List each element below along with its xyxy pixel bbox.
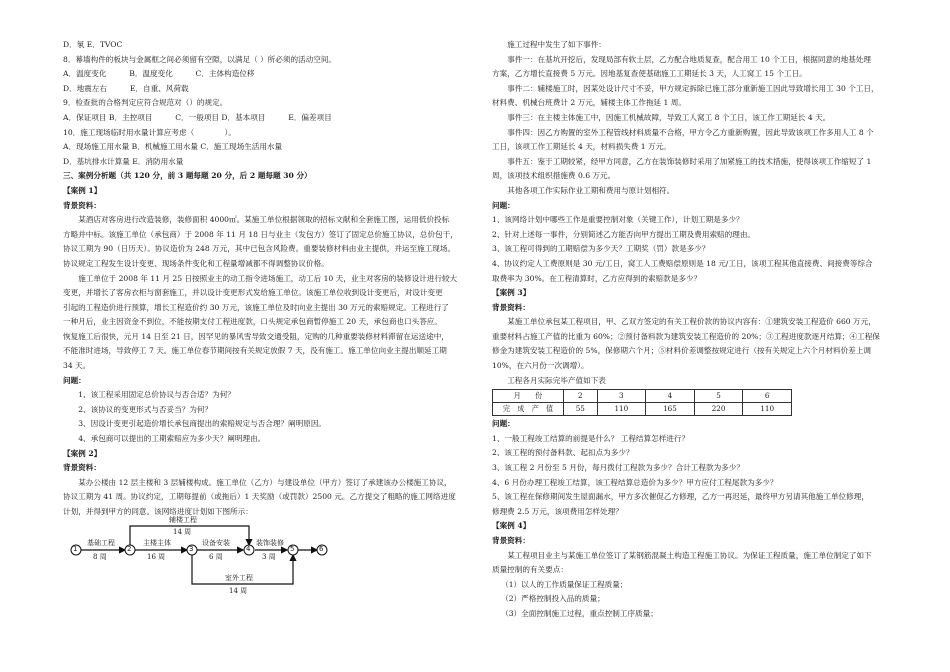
paragraph-line: 变更，并增长了客房衣柜与窗套施工，并以设计变更形式发给施工单位。该施工单位收到设计变更后，对设计变更	[63, 288, 443, 298]
question: 4、6 月份办理工程竣工结算，该工程结算总造价为多少？甲方应付工程尾款为多少？	[492, 477, 778, 487]
question: 3、该工程可得到的工期赔偿为多少天？工期奖（罚）款是多少？	[492, 244, 710, 254]
case-title: 【案例 2】	[63, 448, 102, 458]
paragraph-line: 引起的工程造价进行预算，增长工程造价约 30 万元，该施工单位及时向业主提出 30 万元的索赔规定。工程进行了	[63, 302, 449, 312]
table-header-cell: 5	[694, 390, 743, 403]
text-line: 9．检查批的合格判定应符合规范对（）的规定。	[63, 98, 228, 108]
paragraph-line: 某办公楼由 12 层主楼和 3 层辅楼构成。施工单位（乙方）与建设单位（甲方）签订了承建该办公楼施工协议，	[78, 477, 452, 487]
table-cell: 完 成 产 值	[493, 403, 564, 416]
activity-name: 设备安装	[202, 538, 230, 547]
question: 3、该工程 2 月份至 5 月份，每月拨付工程款为多少？合计工程款为多少？	[492, 463, 744, 473]
question: 2、针对上述每一事件，分别简述乙方能否向甲方提出工期及费用索赔的理由。	[492, 229, 756, 239]
case-2-events	[492, 38, 902, 286]
left-column	[63, 38, 463, 602]
paragraph-line: 某酒店对客房进行改造装修，装修面积 4000㎡。某施工单位根据领取的招标文献和全套施工图，运用低价投标	[78, 215, 450, 225]
question: 1、一般工程竣工结算的前提是什么？ 工程结算怎样进行？	[492, 433, 690, 443]
choice-questions	[63, 38, 463, 169]
table-header-cell: 月 份	[493, 390, 564, 403]
table-cell: 55	[564, 403, 598, 416]
background-label: 背景资料：	[492, 302, 530, 312]
paragraph-line: 工日，该项工作工期延长 4 天，材料损失费 1 万元。	[492, 142, 671, 152]
question: 4、承包商可以提出的工期索赔应为多少天？阐明理由。	[78, 434, 266, 444]
paragraph-line: 某工程项目业主与某施工单位签订了某钢筋混凝土构造工程施工协议。为保证工程质量，施工单位制定了如下	[507, 550, 872, 560]
question: 2、该工程的预付备料款、起扣点为多少？	[492, 448, 634, 458]
background-label: 背景资料：	[63, 463, 101, 473]
paragraph-line: 材料费、机械台班费计 2 万元，辅楼主体工作拖延 1 周。	[492, 98, 686, 108]
list-item: （2）严格控制投入品的质量；	[501, 594, 605, 604]
table-cell: 110	[597, 403, 646, 416]
question: 4、协议约定人工费原则是 30 元/工日，窝工人工费赔偿原则是 18 元/工日，该项工程其他直接费、间接费等综合	[492, 258, 873, 268]
node-label: 4	[246, 544, 251, 553]
paragraph-line: 协议工期为 41 周。协议约定，工期每提前（或拖后）1 天奖励（或罚款）2500 元。乙方提交了粗略的施工网络进度	[63, 492, 456, 502]
text-line: 10．施工现场临时用水量计算应考虑（ ）。	[63, 127, 236, 137]
case-1	[63, 184, 463, 447]
case-2	[63, 447, 463, 520]
node-label: 1	[73, 544, 78, 553]
question: 5、该工程在保修期间发生屋面漏水，甲方多次催促乙方修理，乙方一再迟延，最终甲方另请其他施工单位修理，	[492, 492, 869, 502]
table-cell: 220	[694, 403, 743, 416]
background-label: 背景资料：	[492, 536, 530, 545]
paragraph-line: 一种月后，业主因资金不到位，不能按期支付工程进度款，口头规定承包商暂停施工 20 天，承包商也口头答应。	[63, 317, 442, 327]
node-label: 2	[127, 544, 132, 553]
paragraph-line: 其他各项工作实际作业工期和费用与原计划相符。	[507, 185, 675, 195]
section-title: 三、案例分析题（共 120 分，前 3 题每题 20 分，后 2 题每题 30 分）	[63, 171, 312, 181]
questions-label: 问题：	[63, 375, 86, 385]
paragraph-line: 协议工期为 90（日历天）。协议造价为 248 万元，其中已包含风险费。重要装修材料由业主提供，并运至施工现场。	[63, 244, 456, 254]
paragraph-line: 事件五：鉴于工期较紧，经甲方同意，乙方在装饰装修时采用了加紧施工的技术措施，使得该项工作缩短了 1	[507, 156, 872, 166]
question: 1、该网络计划中哪些工作是重要控制对象（关键工作），计划工期是多少？	[492, 215, 744, 225]
question: 3、因设计变更引起造价增长承包商提出的索赔规定与否合理？阐明原因。	[78, 419, 327, 429]
text-line: D．地震左右 E．自重、风荷载	[63, 83, 189, 93]
case-title: 【案例 3】	[492, 288, 531, 298]
table-row	[493, 403, 792, 416]
activity-duration: 14 周	[229, 586, 248, 595]
table-header-cell: 2	[564, 390, 598, 403]
case-3	[492, 286, 902, 519]
paragraph-line: 修金为建筑安装工程造价的 5%，保修期六个月；⑤材料价差调整按规定进行（按有关规定上六个月材料价差上调	[492, 346, 871, 356]
table-cell: 165	[646, 403, 695, 416]
paragraph-line: 事件二：辅楼施工时，因某处设计尺寸不妥，甲方规定拆除已施工部分重新施工因此导致增长用工 30 个工日，	[507, 83, 879, 93]
paragraph-line: 质量控制的有关要点：	[492, 565, 568, 575]
text-line: 8．幕墙构件的板块与金属框之间必须留有空隙，以满足（ ）所必须的活动空间。	[63, 54, 337, 64]
paragraph-line: 恢复施工后很快，元月 14 日至 21 日，因罕见的暴风雪导致交通受阻，定购的几种重要装修材料滞留在运送途中，	[63, 331, 449, 341]
table-caption: 工程各月实际完毕产值如下表	[507, 375, 606, 385]
paragraph-line: 方略并中标。该施工单位（承包商）于 2008 年 11 月 18 日与业主（发包方）签订了固定总价施工协议，总价包干，	[63, 229, 458, 239]
activity-name: 基础工程	[87, 538, 115, 547]
text-line: A．现场施工用水量 B．机械施工用水量 C．施工现场生活用水量	[63, 142, 283, 152]
activity-duration: 16 周	[147, 552, 166, 561]
text-line: A．保证项目 B．主控项目 C．一般项目 D．基本项目 E．偏差项目	[63, 112, 332, 122]
text-line: D．基坑排水计算量 E．消防用水量	[63, 156, 184, 166]
intro-line: 施工过程中发生了如下事件：	[507, 40, 606, 49]
node-label: 5	[290, 544, 295, 553]
node-label: 6	[319, 544, 324, 553]
question: 2、该协议的变更形式与否妥当？为何？	[78, 404, 213, 414]
network-diagram	[69, 515, 329, 602]
table-cell: 110	[743, 403, 792, 416]
paragraph-line: 34 天。	[63, 361, 91, 371]
paragraph-line: 10%，在六月份一次调增）。	[492, 361, 589, 371]
paragraph-line: 施工单位于 2008 年 11 月 25 日按照业主的动工指令进场施工，动工后 10 天，业主对客房的装修设计进行较大	[78, 273, 458, 283]
activity-duration: 3 周	[262, 552, 276, 561]
background-label: 背景资料：	[63, 200, 101, 210]
questions-label: 问题：	[492, 200, 515, 210]
output-table	[492, 389, 792, 416]
paragraph-line: 方案，乙方增长直接费 5 万元。因地基复查使基础施工工期延长 3 天，人工窝工 15 个工日。	[492, 69, 807, 79]
activity-duration: 14 周	[173, 527, 192, 536]
case-title: 【案例 1】	[63, 185, 102, 195]
case-4	[492, 519, 902, 621]
paragraph-line: 计划，并得到甲方的同意。该网络进度计划如下图所示：	[63, 507, 253, 516]
table-header-cell: 6	[743, 390, 792, 403]
activity-name: 主楼主体	[143, 538, 171, 547]
table-header-cell: 4	[646, 390, 695, 403]
activity-name: 室外工程	[225, 573, 253, 582]
paragraph-line: 事件三：在主楼主体施工中，因施工机械故障，导致工人窝工 8 个工日，该工作工期延长 4 天。	[507, 112, 831, 122]
paragraph-line: 事件四：因乙方购置的室外工程管线材料质量不合格，甲方令乙方重新购置，因此导致该项工作多用人工 8 个	[507, 127, 874, 137]
questions-label: 问题：	[492, 419, 515, 429]
paragraph-line: 事件一：在基坑开挖后，发现局部有软土层，乙方配合地质复查，配合用工 10 个工日，根据同意的地基处理	[507, 54, 871, 64]
network-arrows	[69, 520, 329, 602]
paragraph-line: 重要材料占施工产值的比重为 60%；②预付备料款为建筑安装工程造价的 20%；③工程进度款逐月结算；④工程保	[492, 331, 880, 341]
question: 1、该工程采用固定总价协议与否合适？为何？	[78, 390, 235, 400]
right-column	[492, 38, 902, 622]
text-line: D．氡 E．TVOC	[63, 40, 123, 49]
activity-name: 装饰装修	[256, 538, 284, 547]
text-line: A．温度变化 B．温度变化 C．主体构造位移	[63, 69, 255, 79]
paragraph-line: 不能准时进场，导致停工 7 天。施工单位春节期间按有关规定放假 7 天，没有施工。施工单位向业主提出顺延工期	[63, 346, 447, 356]
question: 修理费 2.5 万元，该项费用怎样处理？	[492, 506, 623, 516]
question: 取费率为 30%。在工程清算时，乙方应得到的索赔款是多少？	[492, 273, 702, 283]
table-header-cell: 3	[597, 390, 646, 403]
activity-name: 辅楼工程	[169, 515, 197, 524]
activity-duration: 8 周	[93, 552, 107, 561]
list-item: （3）全面控制施工过程，重点控制工序质量；	[501, 608, 658, 618]
paragraph-line: 协议规定工程发生设计变更、现场条件变化和工程量增减都不得调整协议价格。	[63, 258, 329, 268]
node-label: 3	[189, 544, 194, 553]
paragraph-line: 某施工单位承包某工程项目，甲、乙双方签定的有关工程价款的协议内容有：①建筑安装工程造价 660 万元，	[507, 317, 876, 327]
activity-duration: 6 周	[209, 552, 223, 561]
case-title: 【案例 4】	[492, 521, 531, 531]
table-header-row	[493, 390, 792, 403]
paragraph-line: 周，该项技术组织措施费 0.6 万元。	[492, 171, 616, 181]
list-item: （1）以人的工作质量保证工程质量；	[501, 579, 628, 589]
